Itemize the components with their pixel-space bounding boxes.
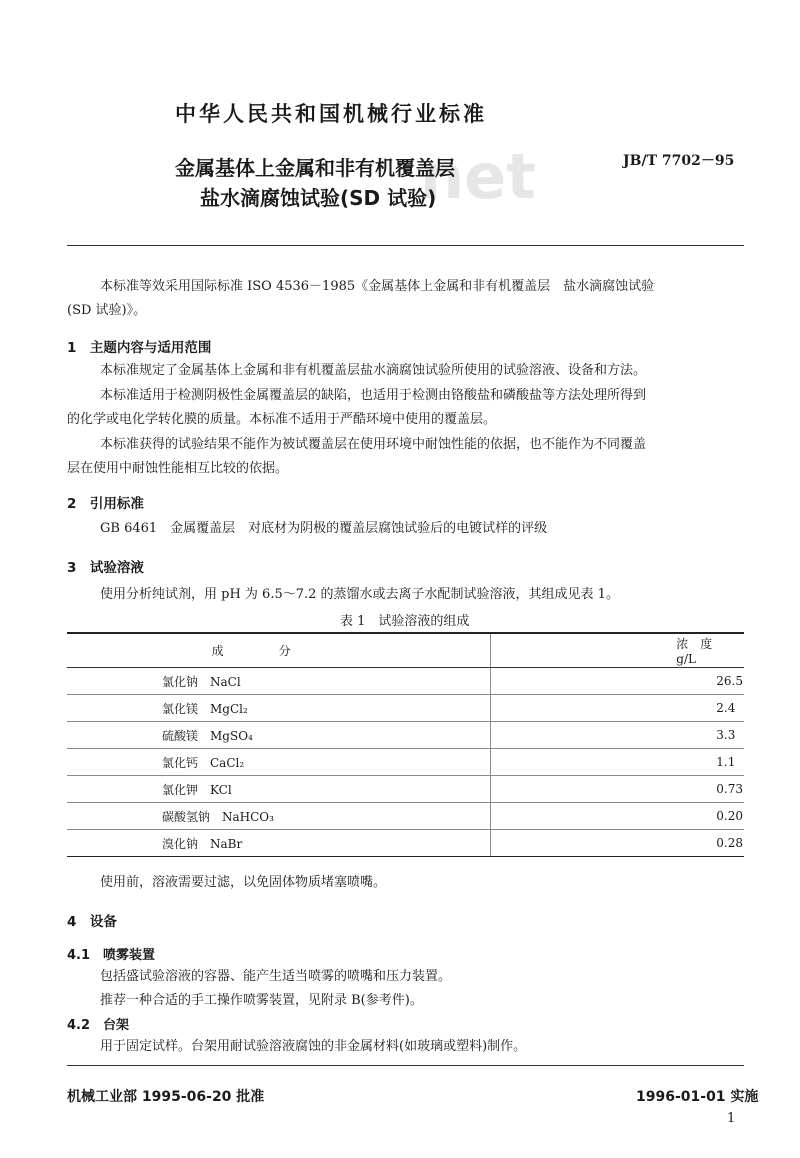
table-row [67, 722, 744, 749]
concentration-cell: 26.5 [491, 668, 744, 695]
intro-line2: (SD 试验)》。 [67, 303, 147, 318]
section1-heading: 1 主题内容与适用范围 [67, 340, 212, 356]
component-cell: 氯化钠 NaCl [67, 668, 491, 695]
table-row [67, 830, 744, 857]
component-cell: 氯化钙 CaCl₂ [67, 749, 491, 776]
concentration-cell: 0.28 [491, 830, 744, 857]
intro-line1: 本标准等效采用国际标准 ISO 4536－1985《金属基体上金属和非有机覆盖层 盐水滴腐蚀试验 [100, 279, 655, 294]
component-cell: 硫酸镁 MgSO₄ [67, 722, 491, 749]
organization-title: 中华人民共和国机械行业标准 [175, 102, 487, 126]
composition-table [67, 632, 744, 857]
concentration-cell: 3.3 [491, 722, 744, 749]
document-title-line1: 金属基体上金属和非有机覆盖层 [175, 156, 455, 180]
subsection-4-1-para1: 包括盛试验溶液的容器、能产生适当喷雾的喷嘴和压力装置。 [100, 969, 452, 984]
section2-reference: GB 6461 金属覆盖层 对底材为阴极的覆盖层腐蚀试验后的电镀试样的评级 [100, 521, 548, 536]
table-row [67, 803, 744, 830]
table-row [67, 668, 744, 695]
section1-para2-line2: 的化学或电化学转化膜的质量。本标准不适用于严酷环境中使用的覆盖层。 [67, 412, 497, 427]
approval-date: 机械工业部 1995-06-20 批准 [67, 1089, 265, 1105]
table-row [67, 695, 744, 722]
component-cell: 溴化钠 NaBr [67, 830, 491, 857]
table-caption: 表 1 试验溶液的组成 [340, 614, 470, 629]
concentration-cell: 0.73 [491, 776, 744, 803]
section3-para: 使用分析纯试剂，用 pH 为 6.5～7.2 的蒸馏水或去离子水配制试验溶液，其组成见表 1。 [100, 587, 619, 602]
column-header-component: 成分 [67, 633, 491, 668]
table-row [67, 749, 744, 776]
section1-para3-line2: 层在使用中耐蚀性能相互比较的依据。 [67, 461, 289, 476]
document-title-line2: 盐水滴腐蚀试验(SD 试验) [200, 186, 437, 210]
subsection-4-1-heading: 4.1 喷雾装置 [67, 948, 156, 963]
component-cell: 氯化钾 KCl [67, 776, 491, 803]
table-row [67, 776, 744, 803]
footer-rule [67, 1065, 744, 1066]
section1-para3-line1: 本标准获得的试验结果不能作为被试覆盖层在使用环境中耐蚀性能的依据，也不能作为不同覆盖 [100, 437, 647, 452]
section1-para2-line1: 本标准适用于检测阴极性金属覆盖层的缺陷，也适用于检测由铬酸盐和磷酸盐等方法处理所得到 [100, 388, 647, 403]
component-cell: 氯化镁 MgCl₂ [67, 695, 491, 722]
subsection-4-2-heading: 4.2 台架 [67, 1018, 130, 1033]
subsection-4-2-para1: 用于固定试样。台架用耐试验溶液腐蚀的非金属材料(如玻璃或塑料)制作。 [100, 1039, 527, 1054]
table-header-row [67, 633, 744, 668]
subsection-4-1-para2: 推荐一种合适的手工操作喷雾装置，见附录 B(参考件)。 [100, 993, 423, 1008]
concentration-cell: 2.4 [491, 695, 744, 722]
section3-note: 使用前，溶液需要过滤，以免固体物质堵塞喷嘴。 [100, 875, 387, 890]
section2-heading: 2 引用标准 [67, 496, 144, 512]
component-cell: 碳酸氢钠 NaHCO₃ [67, 803, 491, 830]
page-number: 1 [727, 1111, 736, 1126]
concentration-cell: 1.1 [491, 749, 744, 776]
concentration-cell: 0.20 [491, 803, 744, 830]
section4-heading: 4 设备 [67, 914, 117, 930]
effective-date: 1996-01-01 实施 [636, 1089, 759, 1105]
column-header-concentration: 浓 度 g/L [491, 633, 744, 668]
section3-heading: 3 试验溶液 [67, 560, 144, 576]
section1-para1: 本标准规定了金属基体上金属和非有机覆盖层盐水滴腐蚀试验所使用的试验溶液、设备和方法。 [100, 363, 647, 378]
standard-number: JB/T 7702－95 [623, 153, 735, 169]
watermark: net [420, 140, 536, 213]
header-rule [67, 245, 744, 246]
